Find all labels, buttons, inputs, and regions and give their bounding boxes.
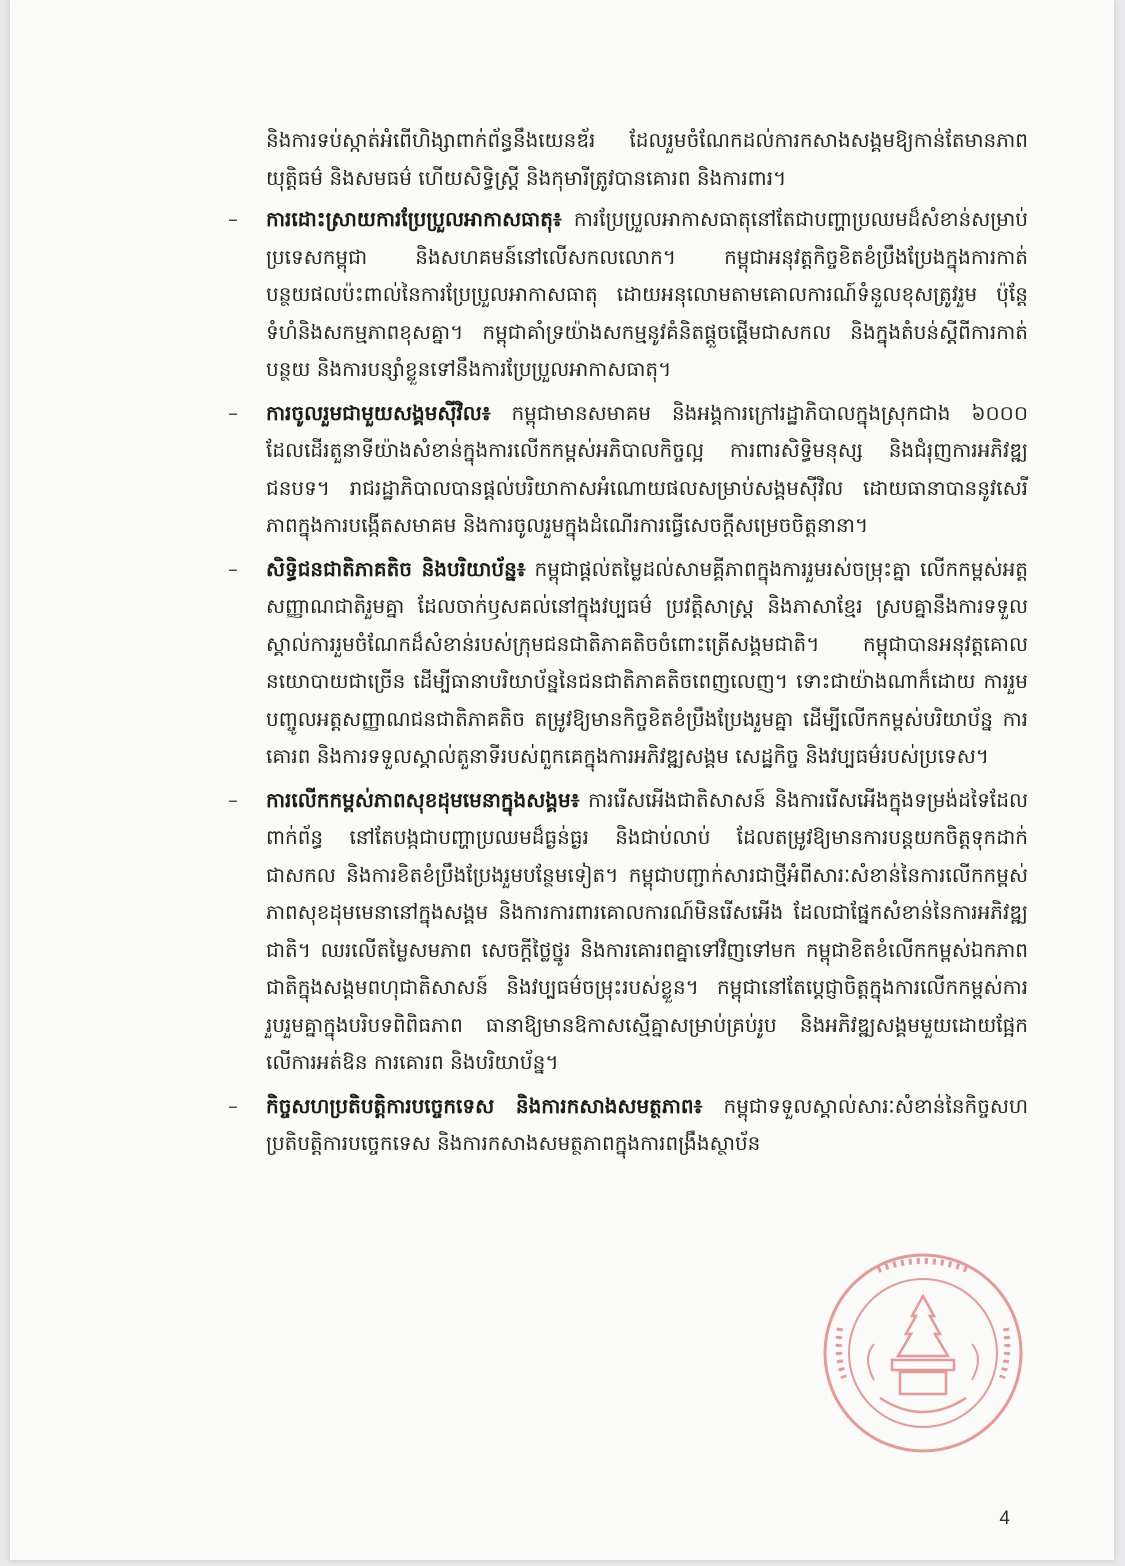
page-number: 4 — [999, 1508, 1010, 1529]
dash-bullet: – — [228, 400, 238, 425]
item-body: កម្ពុជាមានសមាគម និងអង្គការក្រៅរដ្ឋាភិបាលក្នុងស្រុកជាង ៦០០០ ដែលដើរតួនាទីយ៉ាងសំខាន់ក្នុងការលើកកម្ពស់អភិបាលកិច្ចល្អ ការពារសិទ្ធិមនុស្ស និងជំរុញការអភិវឌ្ឍជនបទ។ រាជរដ្ឋាភិបាលបានផ្តល់បរិយាកាសអំណោយផលសម្រាប់សង្គមស៊ីវិល ដោយធានាបាននូវសេរីភាពក្នុងការបង្កើតសមាគម និងការចូលរួមក្នុងដំណើរការធ្វើសេចក្តីសម្រេចចិត្តនានា។ — [266, 400, 1028, 537]
item-body: កម្ពុជាទទួលស្គាល់សារៈសំខាន់នៃកិច្ចសហប្រតិបត្តិការបច្ចេកទេស និងការកសាងសមត្ថភាពក្នុងការពង្រឹងស្ថាប័ន — [266, 1093, 1028, 1155]
list-item-technical-cooperation — [228, 1088, 1028, 1163]
dash-bullet: – — [228, 1093, 238, 1118]
item-body: ការរើសអើងជាតិសាសន៍ និងការរើសអើងក្នុងទម្រង់ដទៃដែលពាក់ព័ន្ធ នៅតែបង្កជាបញ្ហាប្រឈមដ៏ធ្ងន់ធ្ងរ និងជាប់លាប់ ដែលតម្រូវឱ្យមានការបន្តយកចិត្តទុកដាក់ជាសកល និងការខិតខំប្រឹងប្រែងរួមបន្ថែមទៀត។ កម្ពុជាបញ្ជាក់សារជាថ្មីអំពីសារៈសំខាន់នៃការលើកកម្ពស់ភាពសុខដុមមេនានៅក្នុងសង្គម និងការការពារគោលការណ៍មិនរើសអើង ដែលជាផ្នែកសំខាន់នៃការអភិវឌ្ឍជាតិ។ ឈរលើតម្លៃសមភាព សេចក្តីថ្លៃថ្នូរ និងការគោរពគ្នាទៅវិញទៅមក កម្ពុជាខិតខំលើកកម្ពស់ឯកភាពជាតិក្នុងសង្គមពហុជាតិសាសន៍ និងវប្បធម៌ចម្រុះរបស់ខ្លួន។ កម្ពុជានៅតែប្តេជ្ញាចិត្តក្នុងការលើកកម្ពស់ការរួបរួមគ្នាក្នុងបរិបទពិពិធភាព ធានាឱ្យមានឱកាសស្មើគ្នាសម្រាប់គ្រប់រូប និងអភិវឌ្ឍសង្គមមួយដោយផ្អែកលើការអត់ឱន ការគោរព និងបរិយាប័ន្ន។ — [266, 787, 1028, 1074]
item-title: ការចូលរួមជាមួយសង្គមស៊ីវិល៖ — [266, 400, 491, 425]
dash-bullet: – — [228, 787, 238, 812]
lead-paragraph: និងការទប់ស្កាត់អំពើហិង្សាពាក់ព័ន្ធនឹងយេនឌ័រ ដែលរួមចំណែកដល់ការកសាងសង្គមឱ្យកាន់តែមានភាពយុត្តិធម៌ និងសមធម៌ ហើយសិទ្ធិស្ត្រី និងកុមារីត្រូវបានគោរព និងការពារ។ — [266, 128, 1028, 190]
item-title: សិទ្ធិជនជាតិភាគតិច និងបរិយាប័ន្ន៖ — [266, 556, 526, 581]
list-item-social-harmony — [228, 782, 1028, 1082]
item-title: កិច្ចសហប្រតិបត្តិការបច្ចេកទេស និងការកសាងសមត្ថភាព៖ — [266, 1093, 703, 1118]
list-item-climate — [228, 201, 1028, 389]
dash-bullet: – — [228, 207, 238, 231]
item-title: ការលើកកម្ពស់ភាពសុខដុមមេនាក្នុងសង្គម៖ — [266, 787, 580, 812]
list-item-civil-society — [228, 395, 1028, 545]
item-body: ការប្រែប្រួលអាកាសធាតុនៅតែជាបញ្ហាប្រឈមដ៏សំខាន់សម្រាប់ប្រទេសកម្ពុជា និងសហគមន៍នៅលើសកលលោក។ កម្ពុជាអនុវត្តកិច្ចខិតខំប្រឹងប្រែងក្នុងការកាត់បន្ថយផលប៉ះពាល់នៃការប្រែប្រួលអាកាសធាតុ ដោយអនុលោមតាមគោលការណ៍ទំនួលខុសត្រូវរួម ប៉ុន្តែទំហំនិងសកម្មភាពខុសគ្នា។ កម្ពុជាគាំទ្រយ៉ាងសកម្មនូវគំនិតផ្តួចផ្តើមជាសកល និងក្នុងតំបន់ស្តីពីការកាត់បន្ថយ និងការបន្សាំខ្លួនទៅនឹងការប្រែប្រួលអាកាសធាតុ។ — [266, 207, 1028, 381]
dash-bullet: – — [228, 556, 238, 581]
document-page — [10, 0, 1114, 1560]
document-body — [228, 122, 1028, 1169]
official-seal-stamp — [818, 1248, 1028, 1458]
list-item-minority-rights — [228, 551, 1028, 776]
item-body: កម្ពុជាផ្តល់តម្លៃដល់សាមគ្គីភាពក្នុងការរួមរស់ចម្រុះគ្នា លើកកម្ពស់អត្តសញ្ញាណជាតិរួមគ្នា ដែលចាក់ឫសគល់នៅក្នុងវប្បធម៌ ប្រវត្តិសាស្ត្រ និងភាសាខ្មែរ ស្របគ្នានឹងការទទួលស្គាល់ការរួមចំណែកដ៏សំខាន់របស់ក្រុមជនជាតិភាគតិចចំពោះត្រើសង្គមជាតិ។ កម្ពុជាបានអនុវត្តគោលនយោបាយជាច្រើន ដើម្បីធានាបរិយាប័ន្ននៃជនជាតិភាគតិចពេញលេញ។ ទោះជាយ៉ាងណាក៏ដោយ ការរួមបញ្ចូលអត្តសញ្ញាណជនជាតិភាគតិច តម្រូវឱ្យមានកិច្ចខិតខំប្រឹងប្រែងរួមគ្នា ដើម្បីលើកកម្ពស់បរិយាប័ន្ន ការគោរព និងការទទួលស្គាល់តួនាទីរបស់ពួកគេក្នុងការអភិវឌ្ឍសង្គម សេដ្ឋកិច្ច និងវប្បធម៌របស់ប្រទេស។ — [266, 556, 1028, 768]
item-title: ការដោះស្រាយការប្រែប្រួលអាកាសធាតុ៖ — [266, 207, 562, 231]
